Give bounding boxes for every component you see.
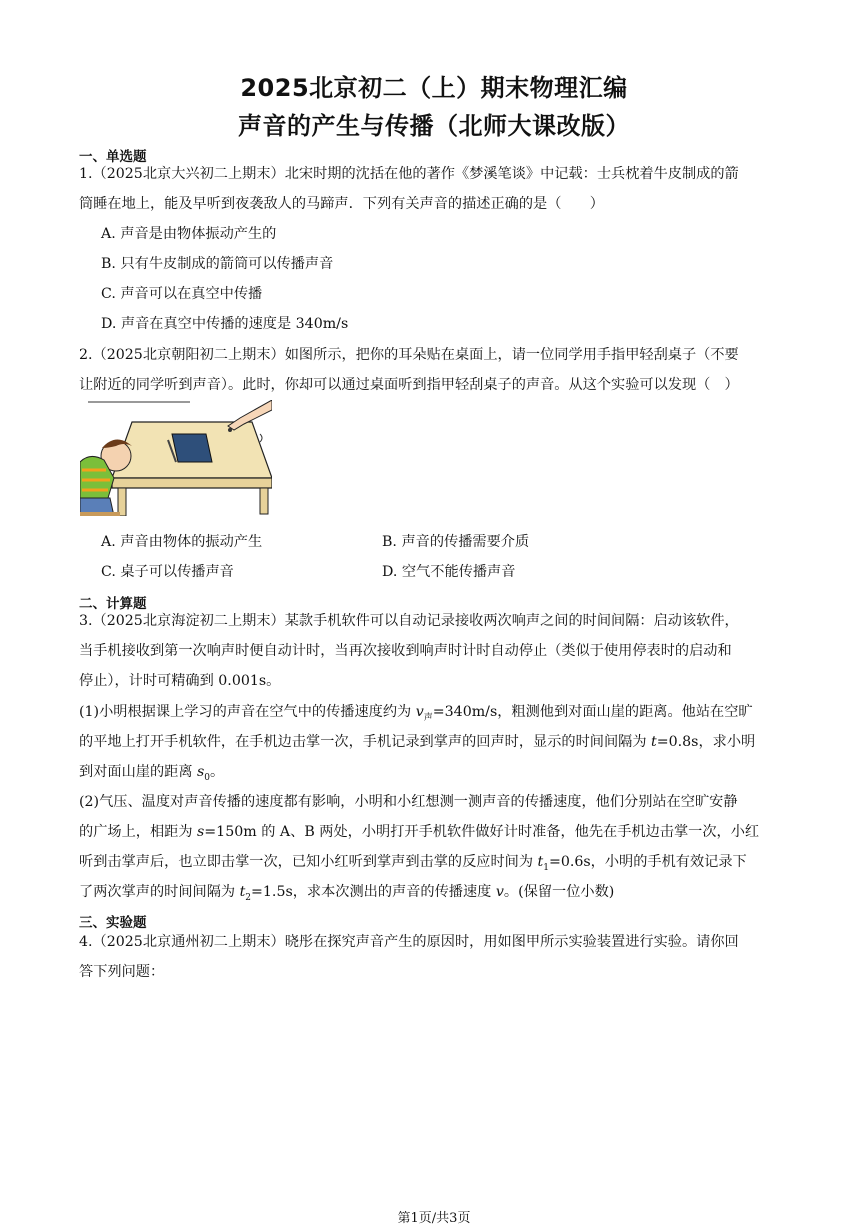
q2-option-d: D. 空气不能传播声音 — [382, 564, 516, 580]
q3-part2-line4: 了两次掌声的时间间隔为 $t_2=1.5s$，求本次测出的声音的传播速度 v。(保留一位小数) — [79, 884, 615, 903]
q3-stem-line2: 当手机接收到第一次响声时便自动计时，当再次接收到响声时计时自动停止（类似于使用停表时的启动和 — [79, 643, 732, 659]
section-heading-calculation: 二、计算题 — [79, 596, 147, 612]
q4-stem-line1: 4.（2025北京通州初二上期末）晓彤在探究声音产生的原因时，用如图甲所示实验装置进行实验。请你回 — [79, 934, 739, 950]
q1-option-b: B. 只有牛皮制成的箭筒可以传播声音 — [101, 256, 334, 272]
page-title: 2025北京初二（上）期末物理汇编 — [240, 74, 628, 102]
q3-part1-line2: 的平地上打开手机软件，在手机边击掌一次，手机记录到掌声的回声时，显示的时间间隔为 t=0.8s，求小明 — [79, 734, 756, 750]
q3-stem-line1: 3.（2025北京海淀初二上期末）某款手机软件可以自动记录接收两次响声之间的时间间隔：启动该软件， — [79, 613, 739, 629]
q3-part1-line3: 到对面山崖的距离 $s_0$。 — [79, 764, 225, 783]
q2-illustration — [80, 400, 272, 516]
q2-option-a: A. 声音由物体的振动产生 — [101, 534, 263, 550]
q1-stem-line2: 筒睡在地上，能及早听到夜袭敌人的马蹄声．下列有关声音的描述正确的是（ ） — [79, 196, 604, 212]
q3-stem-line3: 停止），计时可精确到 0.001s。 — [79, 673, 281, 689]
page-subtitle: 声音的产生与传播（北师大课改版） — [238, 112, 630, 140]
section-heading-experiment: 三、实验题 — [79, 915, 147, 931]
q2-option-b: B. 声音的传播需要介质 — [382, 534, 530, 550]
q1-option-d: D. 声音在真空中传播的速度是 340m/s — [101, 316, 349, 332]
page-number: 第1页/共3页 — [397, 1211, 471, 1226]
q2-stem-line1: 2.（2025北京朝阳初二上期末）如图所示，把你的耳朵贴在桌面上，请一位同学用手指甲轻刮桌子（不要 — [79, 347, 739, 363]
q3-part2-line1: (2)气压、温度对声音传播的速度都有影响，小明和小红想测一测声音的传播速度，他们分别站在空旷安静 — [79, 794, 738, 810]
q1-option-c: C. 声音可以在真空中传播 — [101, 286, 263, 302]
q3-part2-line3: 听到击掌声后，也立即击掌一次，已知小红听到掌声到击掌的反应时间为 $t_1=0.6s$，小明的手机有效记录下 — [79, 854, 747, 873]
q1-option-a: A. 声音是由物体振动产生的 — [101, 226, 277, 242]
q3-part1-line1: (1)小明根据课上学习的声音在空气中的传播速度约为 $v_声=340m/s$，粗测他到对面山崖的距离。他站在空旷 — [79, 704, 753, 723]
q4-stem-line2: 答下列问题： — [79, 964, 165, 980]
q3-part2-line2: 的广场上，相距为 s=150m 的 A、B 两处，小明打开手机软件做好计时准备，他先在手机边击掌一次，小红 — [79, 824, 760, 840]
q2-stem-line2: 让附近的同学听到声音）。此时，你却可以通过桌面听到指甲轻刮桌子的声音。从这个实验可以发现（ ） — [79, 377, 739, 393]
section-heading-single-choice: 一、单选题 — [79, 149, 147, 165]
q2-option-c: C. 桌子可以传播声音 — [101, 564, 234, 580]
q1-stem-line1: 1.（2025北京大兴初二上期末）北宋时期的沈括在他的著作《梦溪笔谈》中记载：士兵枕着牛皮制成的箭 — [79, 166, 739, 182]
